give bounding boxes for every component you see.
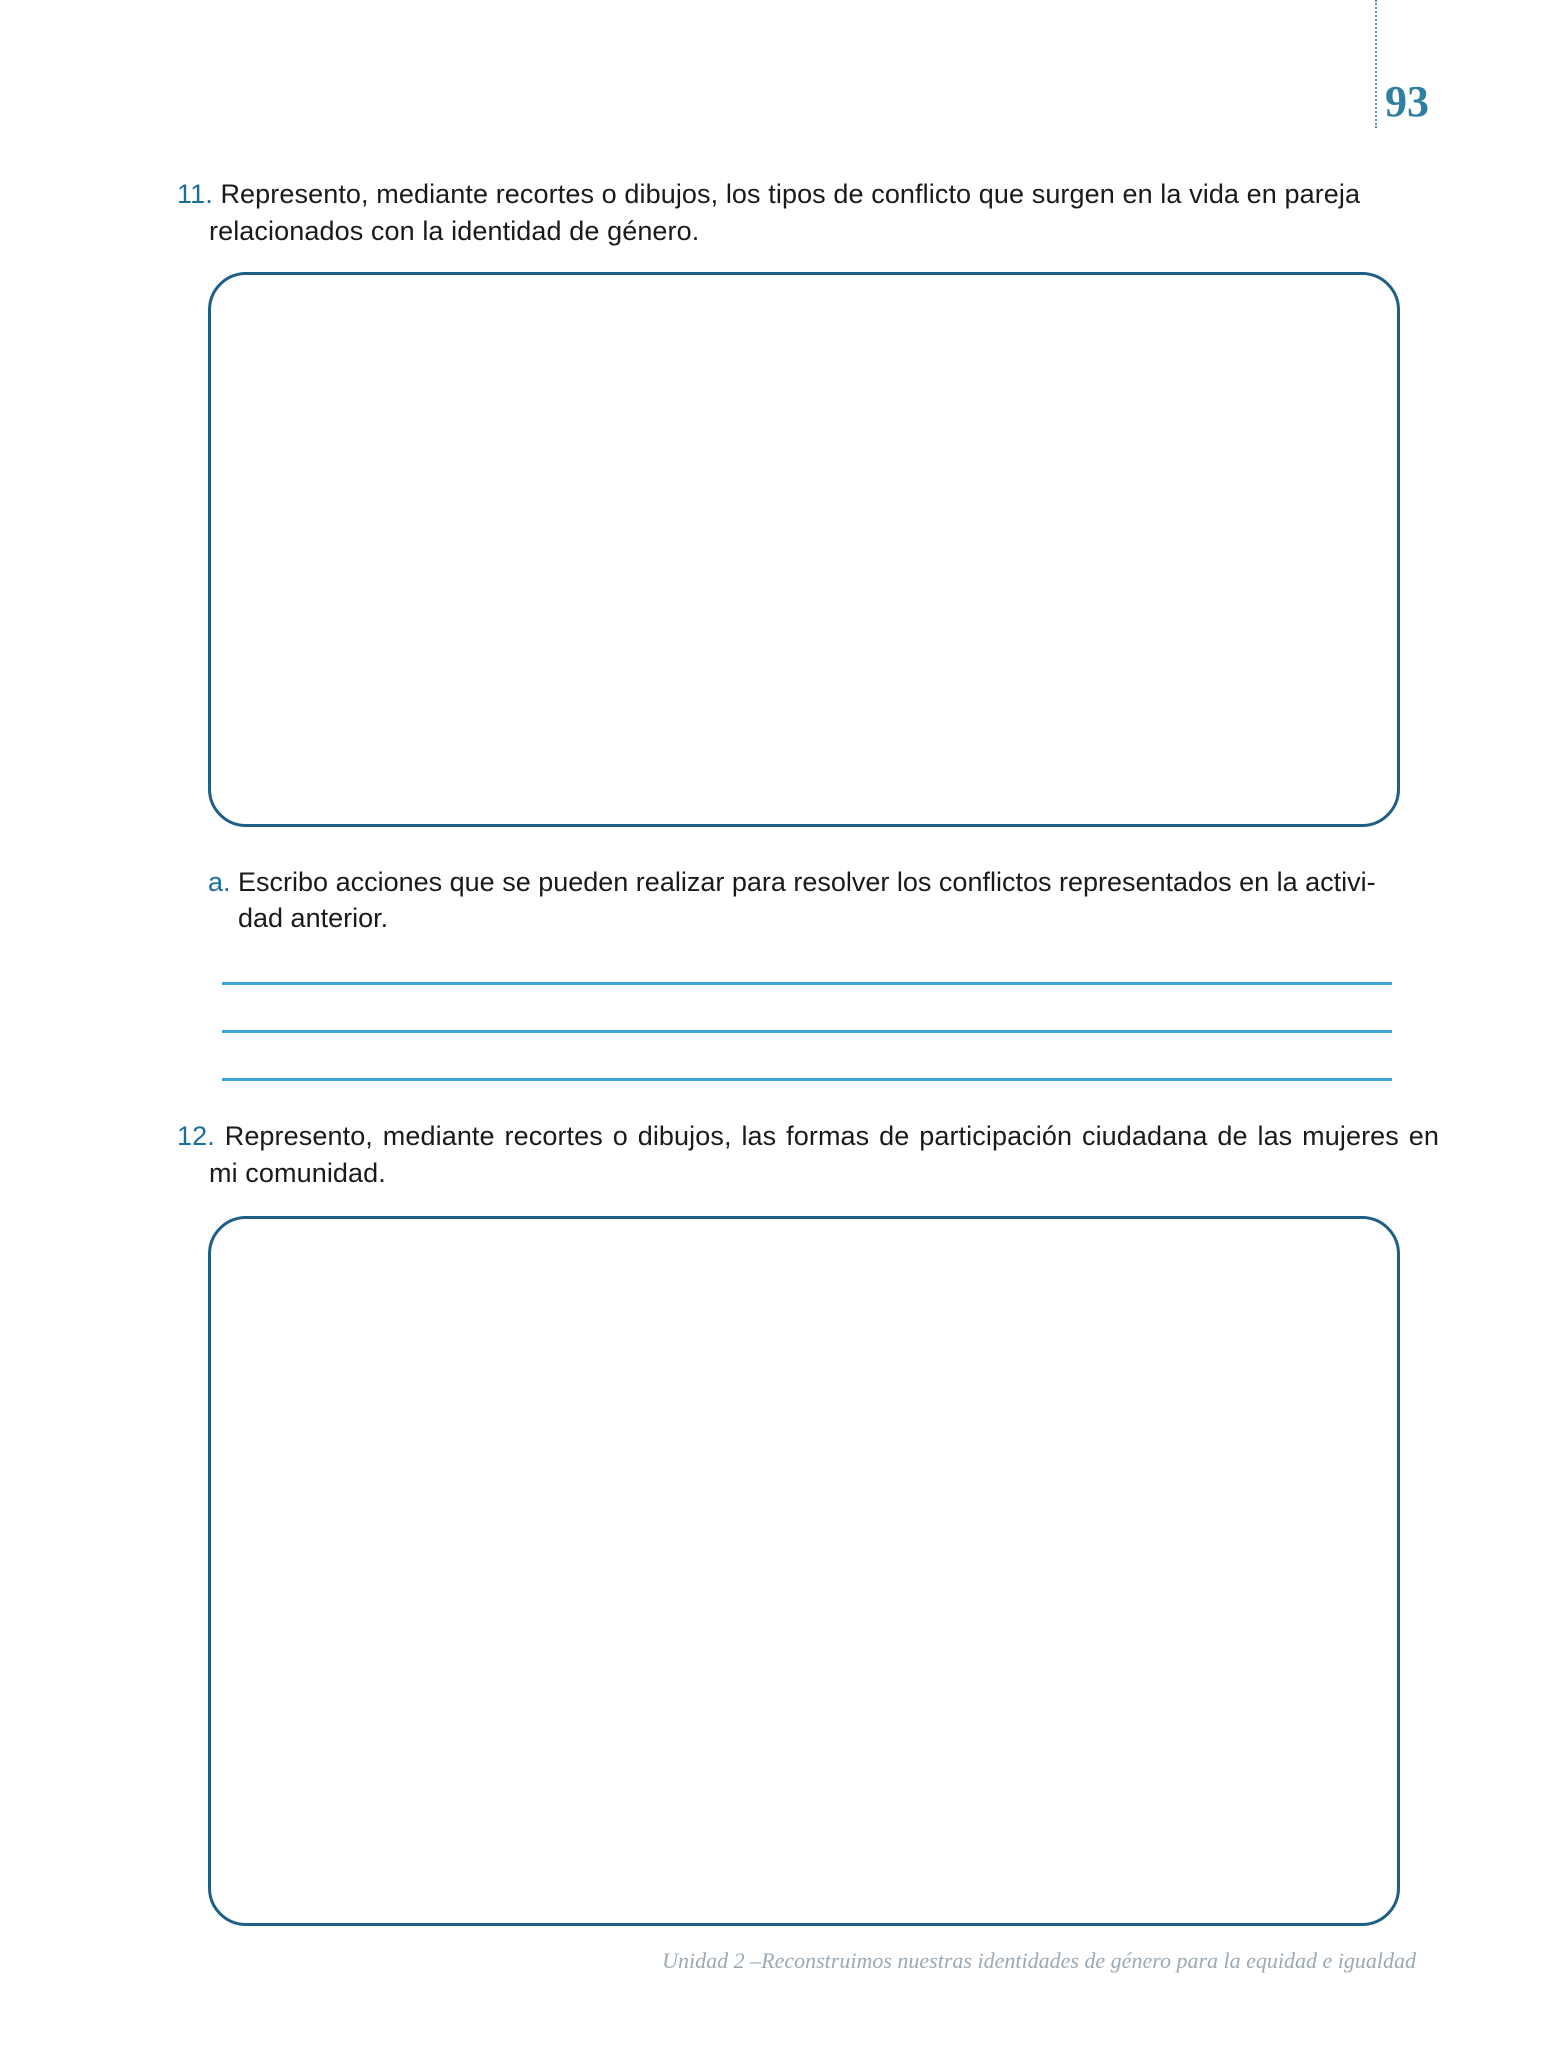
page-footer: Unidad 2 –Reconstruimos nuestras identidades de género para la equidad e igualdad <box>662 1948 1416 1973</box>
page-number: 93 <box>1385 77 1429 126</box>
page-number-rule <box>1375 0 1377 128</box>
answer-line-3[interactable] <box>222 1078 1392 1081</box>
question-12-number: 12. <box>177 1121 215 1151</box>
answer-line-1[interactable] <box>222 982 1392 985</box>
question-11-number: 11. <box>177 179 213 209</box>
question-11a <box>208 864 1413 936</box>
question-11a-letter: a. <box>208 867 231 897</box>
question-11 <box>177 176 1439 250</box>
question-11-text: Represento, mediante recortes o dibujos, los tipos de conflicto que surgen en la vida en pareja relacionados con la identidad de género. <box>209 179 1361 246</box>
question-11a-text: Escribo acciones que se pueden realizar para resolver los conflictos representados en la activi-dad anterior. <box>238 867 1376 933</box>
question-12-text: Represento, mediante recortes o dibujos, las formas de participación ciudadana de las mujeres en mi comunidad. <box>209 1121 1439 1188</box>
question-12 <box>177 1118 1439 1192</box>
answer-line-2[interactable] <box>222 1030 1392 1033</box>
question-11-drawing-area[interactable] <box>208 272 1400 827</box>
question-12-drawing-area[interactable] <box>208 1216 1400 1926</box>
